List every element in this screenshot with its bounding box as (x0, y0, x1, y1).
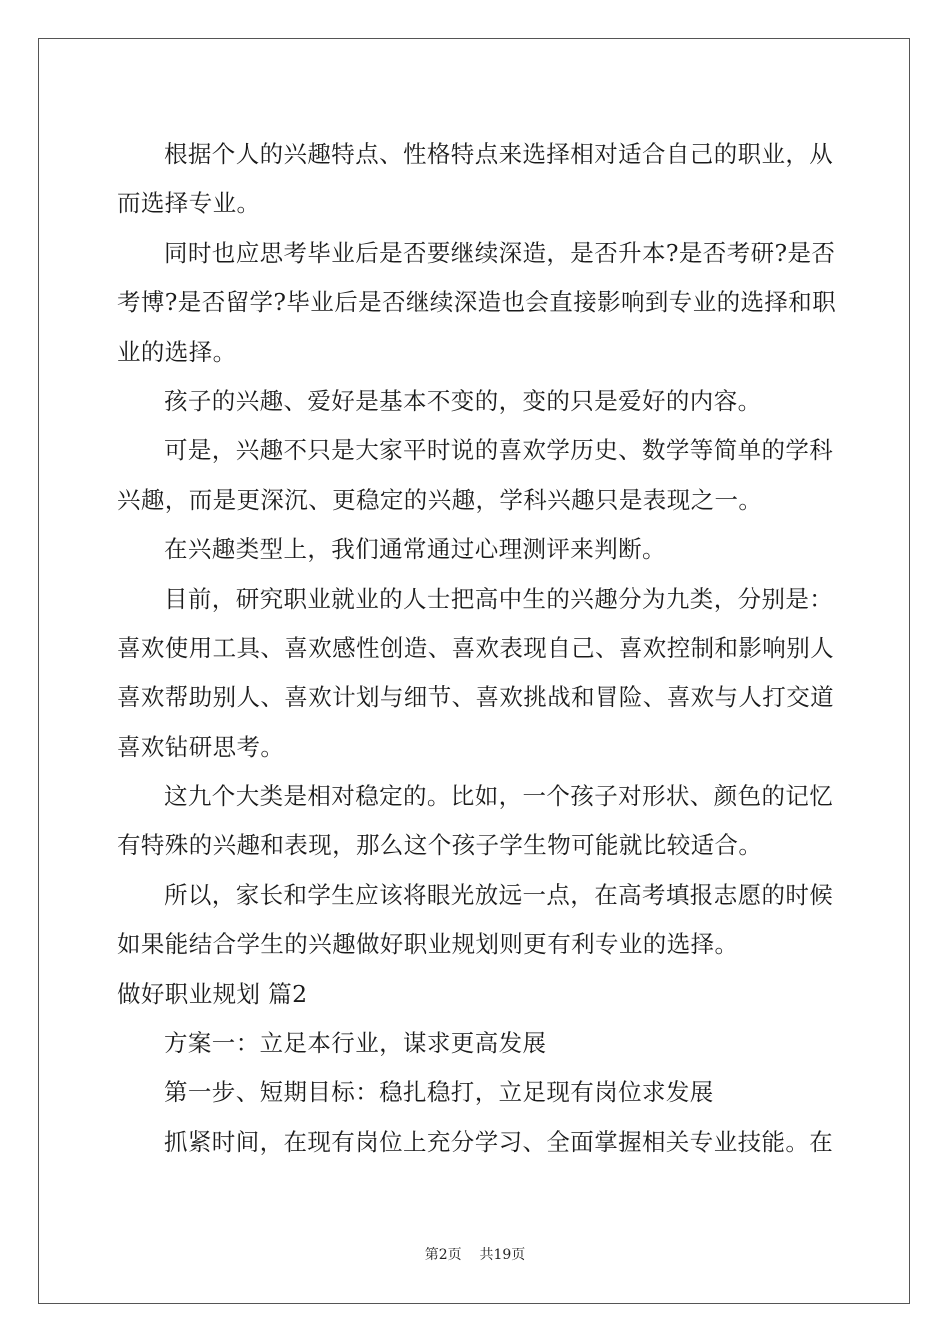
text-line: 可是，兴趣不只是大家平时说的喜欢学历史、数学等简单的学科 (164, 436, 834, 465)
text-line: 喜欢帮助别人、喜欢计划与细节、喜欢挑战和冒险、喜欢与人打交道 (117, 683, 834, 712)
text-line: 在兴趣类型上，我们通常通过心理测评来判断。 (164, 535, 666, 564)
text-line: 根据个人的兴趣特点、性格特点来选择相对适合自己的职业，从 (164, 140, 834, 168)
page-number: 第2页 (424, 1247, 462, 1263)
text-line: 喜欢使用工具、喜欢感性创造、喜欢表现自己、喜欢控制和影响别人 (117, 633, 834, 662)
text-line: 第一步、短期目标：稳扎稳打，立足现有岗位求发展 (164, 1078, 714, 1107)
text-line: 所以，家长和学生应该将眼光放远一点，在高考填报志愿的时候 (164, 880, 834, 909)
text-line: 这九个大类是相对稳定的。比如，一个孩子对形状、颜色的记忆 (164, 782, 834, 811)
text-line: 抓紧时间，在现有岗位上充分学习、全面掌握相关专业技能。在 (164, 1127, 834, 1156)
text-line: 有特殊的兴趣和表现，那么这个孩子学生物可能就比较适合。 (117, 831, 763, 860)
text-line: 目前，研究职业就业的人士把高中生的兴趣分为九类，分别是： (164, 584, 834, 613)
text-line: 兴趣，而是更深沉、更稳定的兴趣，学科兴趣只是表现之一。 (117, 485, 763, 514)
section-heading: 做好职业规划 篇2 (117, 979, 308, 1008)
document-body (117, 130, 837, 1167)
text-line: 业的选择。 (117, 337, 237, 366)
page-total: 共19页 (479, 1247, 526, 1263)
text-line: 方案一：立足本行业，谋求更高发展 (164, 1029, 547, 1058)
text-line: 孩子的兴趣、爱好是基本不变的，变的只是爱好的内容。 (164, 386, 762, 415)
text-line: 如果能结合学生的兴趣做好职业规划则更有利专业的选择。 (117, 930, 739, 959)
text-line: 考博?是否留学?毕业后是否继续深造也会直接影响到专业的选择和职 (117, 288, 837, 317)
text-line: 而选择专业。 (117, 189, 261, 218)
page-footer (0, 1244, 950, 1264)
text-line: 同时也应思考毕业后是否要继续深造，是否升本?是否考研?是否 (164, 238, 836, 267)
text-line: 喜欢钻研思考。 (117, 732, 285, 761)
